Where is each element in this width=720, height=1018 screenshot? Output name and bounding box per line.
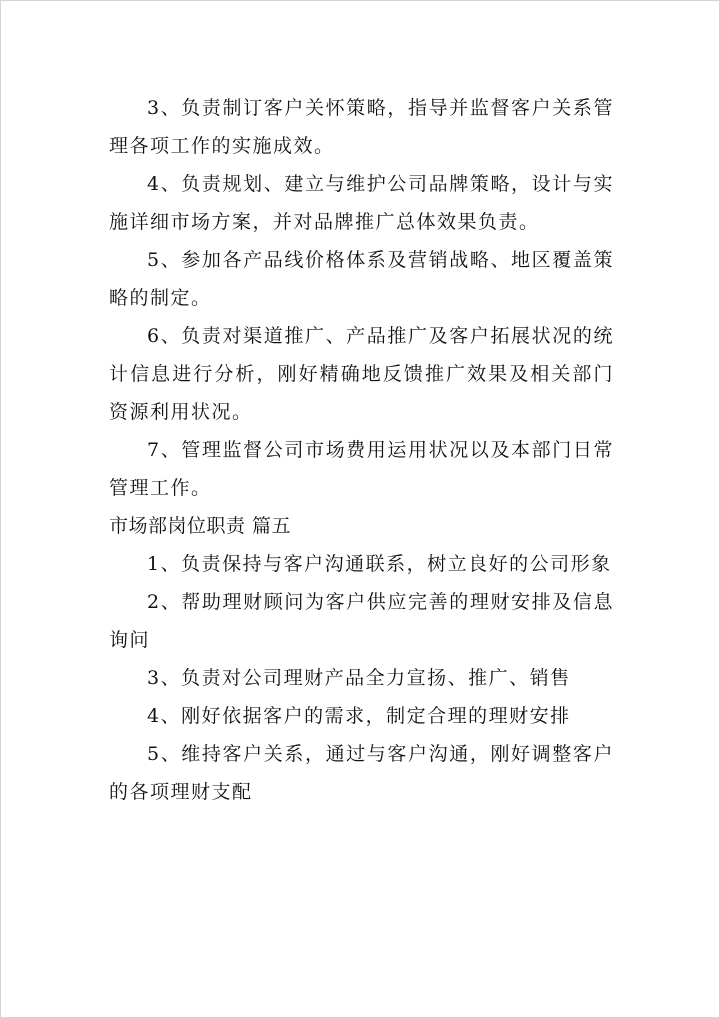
section-5-item-4: 4、刚好依据客户的需求，制定合理的理财安排 <box>147 705 571 727</box>
section-5-item-1: 1、负责保持与客户沟通联系，树立良好的公司形象 <box>147 553 612 575</box>
document-body <box>109 89 614 811</box>
section-heading: 市场部岗位职责 篇五 <box>109 515 292 537</box>
paragraph-item-4: 4、负责规划、建立与维护公司品牌策略，设计与实施详细市场方案，并对品牌推广总体效果负责。 <box>109 173 614 233</box>
paragraph-item-5: 5、参加各产品线价格体系及营销战略、地区覆盖策略的制定。 <box>109 249 614 309</box>
paragraph-item-3: 3、负责制订客户关怀策略，指导并监督客户关系管理各项工作的实施成效。 <box>109 97 614 157</box>
paragraph-item-7: 7、管理监督公司市场费用运用状况以及本部门日常管理工作。 <box>109 439 614 499</box>
section-5-item-5: 5、维持客户关系，通过与客户沟通，刚好调整客户的各项理财支配 <box>109 743 614 803</box>
paragraph-item-6: 6、负责对渠道推广、产品推广及客户拓展状况的统计信息进行分析，刚好精确地反馈推广效果及相关部门资源利用状况。 <box>109 325 614 423</box>
section-5-item-3: 3、负责对公司理财产品全力宣扬、推广、销售 <box>147 667 571 689</box>
section-5-item-2: 2、帮助理财顾问为客户供应完善的理财安排及信息询问 <box>109 591 614 651</box>
